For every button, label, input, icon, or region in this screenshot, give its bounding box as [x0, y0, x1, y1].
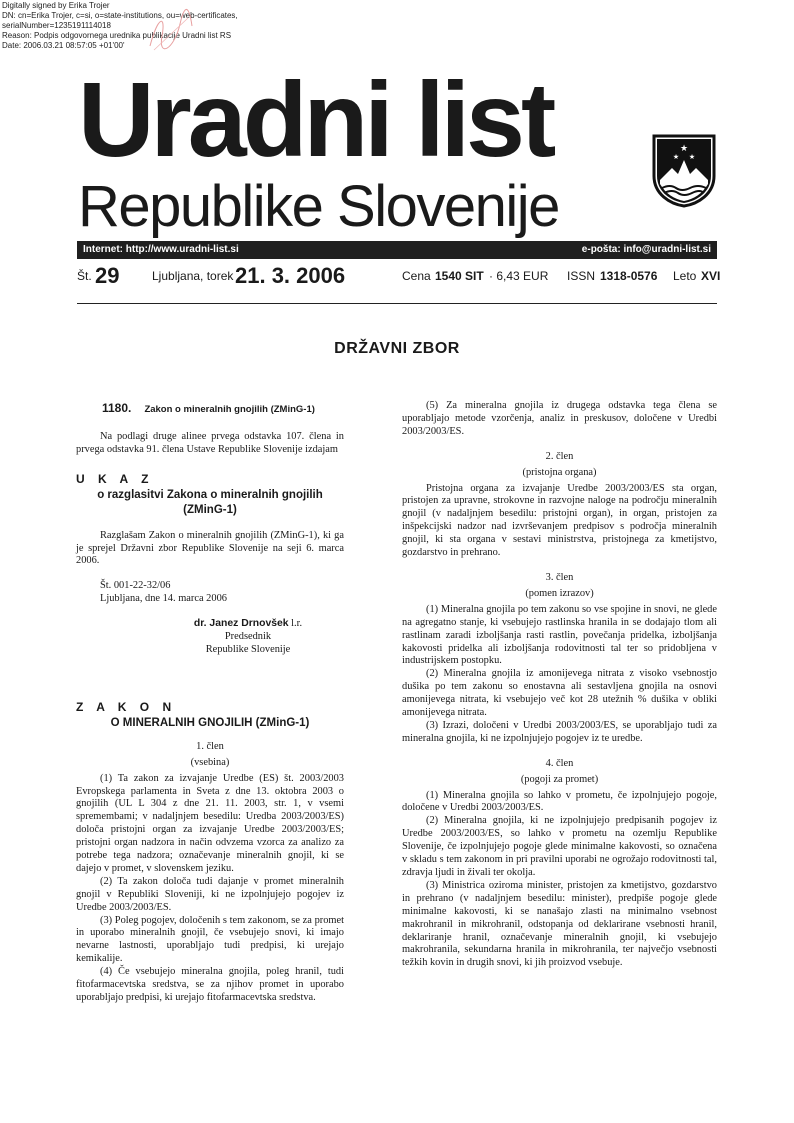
- article-heading: 1. člen: [196, 740, 224, 752]
- contact-bar: [77, 241, 717, 259]
- signer-organization: Republike Slovenije: [205, 643, 291, 655]
- article-heading: 4. člen: [545, 757, 574, 769]
- law-subheading: O MINERALNIH GNOJILIH (ZMinG-1): [110, 716, 310, 729]
- article-paragraph: (2) Mineralna gnojila, ki ne izpolnjujejo predpisanih pogojev iz Uredbe 2003/2003/ES, so lahko v prometu na ozemlju Republike Slovenije, če izpolnjujejo pogoje glede minimalne kakovosti, so označena v skladu s tem zakonom in pri pravilni uporabi ne ogrožajo rodovitnosti tal, zdravja ljudi in živali ter okolja.: [402, 815, 717, 878]
- signer-name: dr. Janez Drnovšek: [193, 618, 289, 630]
- reference-date: Ljubljana, dne 14. marca 2006: [100, 593, 227, 605]
- intro-paragraph: Na podlagi druge alinee prvega odstavka 107. člena in prvega odstavka 91. člena Ustave Republike Slovenije izdajam: [76, 430, 344, 455]
- left-column: [76, 400, 344, 1005]
- article-paragraph: (3) Poleg pogojev, določenih s tem zakonom, se za promet in uporabo mineralnih gnojil, če vsebujejo snovi, ki imajo nevarne lastnosti, uporabljajo tudi predpisi, ki urejajo kemikalije.: [76, 914, 344, 965]
- article-paragraph: (4) Če vsebujejo mineralna gnojila, poleg hranil, tudi fitofarmacevtska sredstva, se za njihov promet in uporabo uporabljajo predpisi, ki urejajo fitofarmacevtska sredstva.: [76, 966, 344, 1003]
- signature-scribble-icon: [140, 6, 200, 56]
- article-heading: 2. člen: [545, 450, 574, 462]
- issue-place-day: Ljubljana, torek: [152, 269, 234, 283]
- email-link[interactable]: e-pošta: info@uradni-list.si: [581, 244, 711, 255]
- website-link[interactable]: Internet: http://www.uradni-list.si: [83, 244, 239, 255]
- law-heading: Z A K O N: [76, 699, 177, 714]
- article-paragraph: Pristojna organa za izvajanje Uredbe 2003/2003/ES sta organ, pristojen za upravne, strokovne in razvojne naloge na področju mineralnih gnojil (v nadaljnjem besedilu: pristojni organ), in organ, pristojen za inšpekcijski nadzor nad izvrševanjem predpisov s področja mineralnih gnojil, ki sta organa v sestavi ministrstva, pristojnega za kmetijstvo, gozdarstvo in prehrano.: [402, 482, 717, 559]
- masthead-title: Uradni list: [78, 61, 553, 179]
- article-paragraph: (2) Mineralna gnojila iz amonijevega nitrata z visoko vsebnostjo dušika po tem zakonu so enostavna ali sestavljena gnojila na osnovi amonijevega nitrata, ki vsebujejo več kot 28 utežnih % dušika v obliki amonijevega nitrata.: [402, 668, 717, 719]
- article-subheading: (pogoji za promet): [520, 773, 599, 785]
- article-paragraph: (3) Ministrica oziroma minister, pristojen za kmetijstvo, gozdarstvo in prehrano (v nadaljnjem besedilu: minister), predpiše pogoje glede minimalne kakovosti, ki se nanašajo zlasti na minimalno vsebnost makrohranil in mikrohranil, odstopanja od deklarirane vsebnosti hranil, deklariranje hranil, označevanje mineralnih gnojil, ki vsebujejo makrohranila, sekundarna hranila in mikrohranila, ter največjo vsebnosti težkih kovin in drugih snovi, ki jih proizvod vsebuje.: [402, 879, 717, 969]
- act-heading: [76, 402, 344, 417]
- act-title: Zakon o mineralnih gnojilih (ZMinG-1): [144, 404, 315, 415]
- reference-number: Št. 001-22-32/06: [100, 580, 171, 592]
- issue-date: 21. 3. 2006: [235, 263, 346, 288]
- proclamation-paragraph: Razglašam Zakon o mineralnih gnojilih (ZMinG-1), ki ga je sprejel Državni zbor Republike Slovenije na seji 6. marca 2006.: [76, 529, 344, 567]
- signer-line: [76, 618, 344, 631]
- issn-label: ISSN: [567, 269, 596, 283]
- year-number: XVI: [701, 269, 721, 283]
- coat-of-arms-icon: [650, 132, 718, 208]
- year-label: Leto: [673, 269, 697, 283]
- article-paragraph: (1) Ta zakon za izvajanje Uredbe (ES) št. 2003/2003 Evropskega parlamenta in Sveta z dne 13. oktobra 2003 o gnojilih (UL L 304 z dne 21. 11. 2003, str. 1, v vsemi spremembami; v nadaljnjem besedilu: Uredba 2003/2003/ES) določa pristojni organ za izvajanje Uredbe 2003/2003/ES; pristojni organ nadzora in način odvzema vzorca za analizo za potrebe tega nadzora; označevanje mineralnih gnojil, ki se dajejo v promet, v slovenskem jeziku.: [76, 772, 344, 874]
- article-heading: 3. člen: [545, 571, 574, 583]
- header-divider: [77, 303, 717, 304]
- article-paragraph: (2) Ta zakon določa tudi dajanje v promet mineralnih gnojil v Republiki Sloveniji, ki ne izpolnjujejo pogojev iz Uredbe 2003/2003/ES.: [76, 875, 344, 913]
- article-paragraph: (1) Mineralna gnojila so lahko v prometu, če izpolnjujejo pogoje, določene v Uredbi 2003/2003/ES.: [402, 789, 717, 814]
- article-subheading: (pristojna organa): [522, 466, 597, 478]
- signer-role: Predsednik: [224, 631, 272, 643]
- signature-line: Reason: Podpis odgovornega urednika publikacije Uradni list RS: [2, 31, 232, 40]
- article-paragraph: (5) Za mineralna gnojila iz drugega odstavka tega člena se uporabljajo metode vzorčenja, analiz in preskusov, določene v Uredbi 2003/2003/ES.: [402, 400, 717, 437]
- masthead-subtitle: Republike Slovenije: [78, 174, 559, 239]
- ukaz-subheading: o razglasitvi Zakona o mineralnih gnojilih (ZMinG-1): [97, 488, 323, 516]
- price-eur: · 6,43 EUR: [489, 269, 549, 283]
- signature-line: Date: 2006.03.21 08:57:05 +01'00': [2, 41, 125, 50]
- article-subheading: (pomen izrazov): [525, 587, 594, 599]
- article-paragraph: (3) Izrazi, določeni v Uredbi 2003/2003/ES, se uporabljajo tudi za mineralna gnojila, ki ne izpolnjujejo pogojev iz te uredbe.: [402, 719, 717, 744]
- signature-line: DN: cn=Erika Trojer, c=si, o=state-institutions, ou=web-certificates,: [2, 11, 238, 20]
- act-number: 1180.: [102, 401, 132, 415]
- svg-text:★: ★: [688, 153, 696, 161]
- section-title: DRŽAVNI ZBOR: [334, 340, 460, 357]
- issue-info-row: [77, 262, 721, 290]
- issue-number-label: Št.: [77, 269, 92, 283]
- article-subheading: (vsebina): [190, 756, 230, 768]
- issn-number: 1318-0576: [600, 269, 658, 283]
- signature-line: serialNumber=1235191114018: [2, 21, 111, 30]
- svg-text:★: ★: [679, 144, 689, 154]
- signer-suffix: l.r.: [288, 618, 303, 630]
- digital-signature-block: [2, 1, 238, 51]
- price-sit: 1540 SIT: [435, 269, 484, 283]
- right-column: [402, 400, 717, 970]
- svg-text:★: ★: [672, 153, 680, 161]
- issue-number: 29: [95, 263, 120, 288]
- article-paragraph: (1) Mineralna gnojila po tem zakonu so vse spojine in snovi, ne glede na agregatno stanje, ki vsebujejo rastlinska hranila in se dodajajo tlom ali rastlinam zaradi izboljšanja rasti rastlin, povečanja pridelka, izboljšanja kakovosti pridelka ali izboljšanja rodovitnosti tal ter so pridobljena v industrijskem postopku.: [402, 603, 717, 667]
- signature-line: Digitally signed by Erika Trojer: [2, 1, 110, 10]
- price-label: Cena: [402, 269, 431, 283]
- ukaz-heading: U K A Z: [76, 471, 154, 486]
